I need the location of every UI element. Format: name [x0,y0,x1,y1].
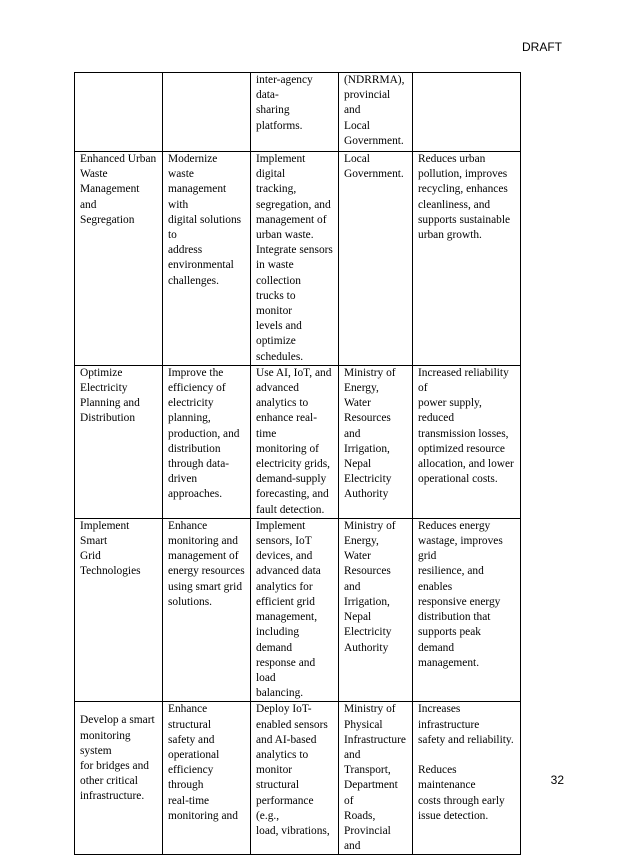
table-cell: Local Government. [339,152,413,366]
table-row [75,152,521,366]
table-cell [163,73,251,152]
table-cell: (NDRRMA), provincial and Local Government. [339,73,413,152]
page-number: 32 [550,773,564,787]
table-cell: Implement digital tracking, segregation, and management of urban waste. Integrate sensors in waste collection trucks to monitor levels and optimize schedules. [251,152,339,366]
draft-header: DRAFT [522,40,562,54]
table-cell: Increased reliability of power supply, reduced transmission losses, optimized resource allocation, and lower operational costs. [413,365,521,518]
table-cell: Ministry of Energy, Water Resources and Irrigation, Nepal Electricity Authority [339,518,413,701]
table-cell: Modernize waste management with digital solutions to address environmental challenges. [163,152,251,366]
table-cell: Optimize Electricity Planning and Distribution [75,365,163,518]
table-row [75,365,521,518]
table-cell: Deploy IoT- enabled sensors and AI-based analytics to monitor structural performance (e.g., load, vibrations, [251,702,339,855]
table-row [75,518,521,701]
table-cell: inter-agency data- sharing platforms. [251,73,339,152]
table-cell: Ministry of Energy, Water Resources and Irrigation, Nepal Electricity Authority [339,365,413,518]
table-cell: Ministry of Physical Infrastructure and Transport, Department of Roads, Provincial and [339,702,413,855]
table-cell: Enhance monitoring and management of energy resources using smart grid solutions. [163,518,251,701]
table-row [75,702,521,855]
table-cell [75,73,163,152]
table-cell: Implement Smart Grid Technologies [75,518,163,701]
table-cell: Reduces energy wastage, improves grid resilience, and enables responsive energy distribution that supports peak demand management. [413,518,521,701]
table-row [75,73,521,152]
table-cell: Use AI, IoT, and advanced analytics to enhance real-time monitoring of electricity grids, demand-supply forecasting, and fault detection. [251,365,339,518]
table-cell: Improve the efficiency of electricity planning, production, and distribution through data- driven approaches. [163,365,251,518]
table-cell [413,73,521,152]
table-cell: Increases infrastructure safety and reliability. Reduces maintenance costs through early issue detection. [413,702,521,855]
table-cell: Enhance structural safety and operational efficiency through real-time monitoring and [163,702,251,855]
table-cell: Develop a smart monitoring system for bridges and other critical infrastructure. [75,702,163,855]
table-cell: Reduces urban pollution, improves recycling, enhances cleanliness, and supports sustainable urban growth. [413,152,521,366]
table-cell: Enhanced Urban Waste Management and Segregation [75,152,163,366]
table-cell: Implement sensors, IoT devices, and advanced data analytics for efficient grid management, including demand response and load balancing. [251,518,339,701]
strategy-table [74,72,521,855]
